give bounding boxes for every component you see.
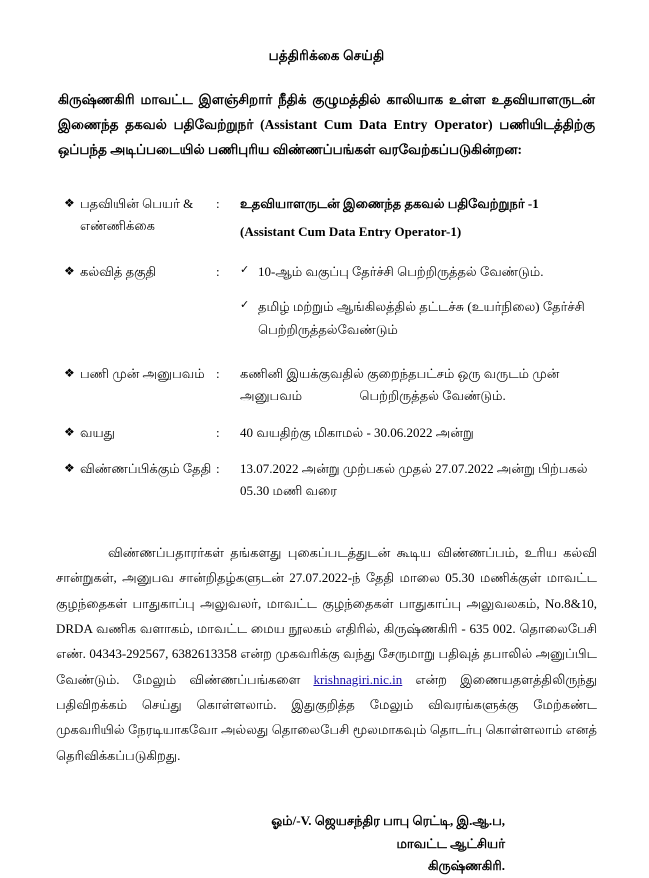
check-mark-icon: ✓ <box>240 298 250 311</box>
field-value: 40 வயதிற்கு மிகாமல் - 30.06.2022 அன்று <box>240 424 474 440</box>
field-value-english: (Assistant Cum Data Entry Operator-1) <box>240 224 462 239</box>
field-colon: : <box>216 424 220 440</box>
body-text-part-2: என்ற இணையதளத்திலிருந்து பதிவிறக்கம் செய்து கொள்ளலாம். இதுகுறித்த மேலும் விவரங்களுக்கு மேற்கண்ட முகவரியில் நேரடியாகவோ அல்லது தொலைபேசி மூலமாகவும் தொடர்பு கொள்ளலாம் எனத் தெரிவிக்கப்படுகிறது. <box>56 671 597 763</box>
checklist-item <box>240 261 597 284</box>
field-value <box>240 363 597 407</box>
field-label-wrap <box>64 458 216 480</box>
diamond-bullet-icon: ❖ <box>64 366 75 381</box>
website-link[interactable]: krishnagiri.nic.in <box>313 671 403 687</box>
body-text-part-1: விண்ணப்பதாரர்கள் தங்களது புகைப்படத்துடன் கூடிய விண்ணப்பம், உரிய கல்வி சான்றுகள், அனுபவ சான்றிதழ்களுடன் 27.07.2022-ந் தேதி மாலை 05.30 மணிக்குள் மாவட்ட குழந்தைகள் பாதுகாப்பு அலுவலர், மாவட்ட குழந்தைகள் பாதுகாப்பு அலுவலகம், No.8&10, DRDA வணிக வளாகம், மாவட்ட மைய நூலகம் எதிரில், கிருஷ்ணகிரி - 635 002. தொலைபேசி எண். 04343-292567, 6382613358 என்ற முகவரிக்கு வந்து சேருமாறு பதிவுத் தபாலில் அனுப்பிட வேண்டும். மேலும் விண்ணப்பங்களை <box>56 544 597 687</box>
checklist-item-text: தமிழ் மற்றும் ஆங்கிலத்தில் தட்டச்சு (உயர்நிலை) தேர்ச்சி பெற்றிருத்தல்வேண்டும் <box>258 298 585 337</box>
field-label-wrap <box>64 193 216 237</box>
field-row <box>64 363 597 407</box>
field-colon: : <box>216 264 220 280</box>
diamond-bullet-icon: ❖ <box>64 264 75 279</box>
diamond-bullet-icon: ❖ <box>64 424 75 439</box>
field-label: வயது <box>80 424 115 440</box>
diamond-bullet-icon: ❖ <box>64 460 75 475</box>
field-label-wrap <box>64 363 216 385</box>
field-value <box>240 458 597 502</box>
field-label-wrap <box>64 422 216 444</box>
signature-district: கிருஷ்ணகிரி. <box>427 858 505 874</box>
checklist-item <box>240 296 597 342</box>
field-label: கல்வித் தகுதி <box>80 264 157 280</box>
body-paragraph <box>56 540 597 768</box>
field-value <box>240 261 597 349</box>
field-label-wrap <box>64 261 216 283</box>
diamond-bullet-icon: ❖ <box>64 195 75 210</box>
field-value-line <box>240 385 597 407</box>
page-title: பத்திரிக்கை செய்தி <box>268 48 385 63</box>
field-label: பதவியின் பெயர் & எண்ணிக்கை <box>80 195 194 233</box>
field-row <box>64 458 597 502</box>
field-colon: : <box>216 366 220 382</box>
signature-name: ஓம்/-V. ஜெயசந்திர பாபு ரெட்டி, இ.ஆ.ப, <box>271 812 505 828</box>
signature-designation: மாவட்ட ஆட்சியர் <box>396 835 505 851</box>
body-paragraph-text <box>56 540 597 768</box>
field-value-segment: பெற்றிருத்தல் வேண்டும். <box>359 388 506 404</box>
field-row <box>64 193 597 243</box>
field-colon: : <box>216 460 220 476</box>
field-label: பணி முன் அனுபவம் <box>80 366 205 382</box>
spacer <box>563 385 597 407</box>
checklist-item-text: 10-ஆம் வகுப்பு தேர்ச்சி பெற்றிருத்தல் வேண்டும். <box>258 264 544 280</box>
signature-block <box>56 810 597 878</box>
intro-paragraph: கிருஷ்ணகிரி மாவட்ட இளஞ்சிறார் நீதிக் குழுமத்தில் காலியாக உள்ள உதவியாளருடன் இணைந்த தகவல் பதிவேற்றுநர் (Assistant Cum Data Entry Operator) பணியிடத்திற்கு ஒப்பந்த அடிப்படையில் பணிபுரிய விண்ணப்பங்கள் வரவேற்கப்படுகின்றன: <box>58 92 595 157</box>
check-mark-icon: ✓ <box>240 264 250 277</box>
fields-list <box>64 193 597 502</box>
field-value-line: கணினி இயக்குவதில் குறைந்தபட்சம் ஒரு வருடம் முன் <box>240 366 560 382</box>
paragraph-indent <box>56 545 108 560</box>
field-colon: : <box>216 195 220 211</box>
field-value-line: 05.30 மணி வரை <box>240 482 338 498</box>
field-label: விண்ணப்பிக்கும் தேதி <box>80 460 212 476</box>
field-value-segment: அனுபவம் <box>240 388 303 404</box>
field-row <box>64 261 597 349</box>
field-value <box>240 193 597 243</box>
field-value-tamil: உதவியாளருடன் இணைந்த தகவல் பதிவேற்றுநர் -1 <box>240 195 539 211</box>
field-row <box>64 422 597 444</box>
field-value-line: 13.07.2022 அன்று முற்பகல் முதல் 27.07.2022 அன்று பிற்பகல் <box>240 460 588 476</box>
